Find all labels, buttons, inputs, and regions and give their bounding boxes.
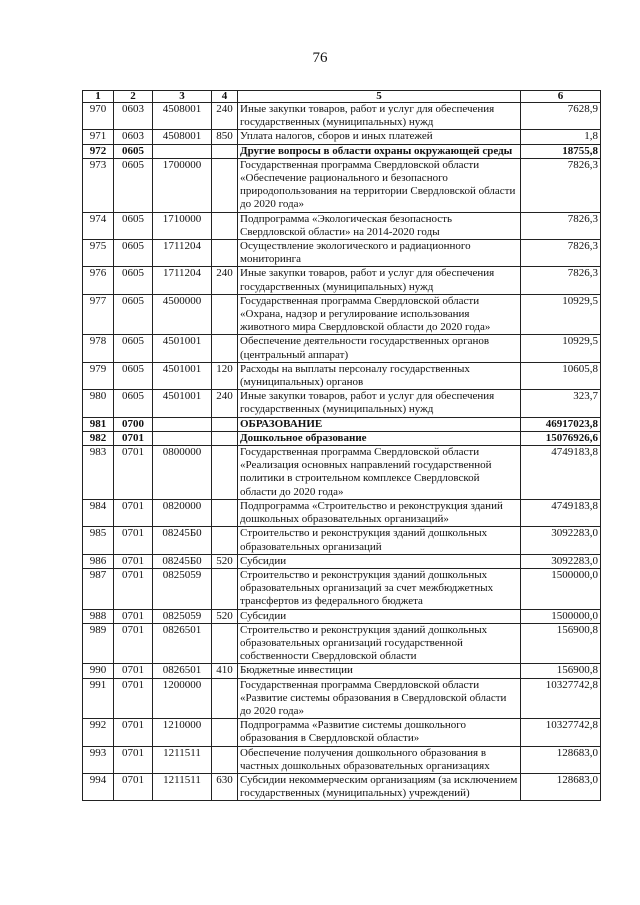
amount: 10605,8 bbox=[521, 362, 601, 389]
table-row bbox=[83, 212, 601, 239]
amount: 323,7 bbox=[521, 390, 601, 417]
target-article-code: 4508001 bbox=[153, 130, 212, 144]
section-code: 0701 bbox=[114, 609, 153, 623]
section-code: 0701 bbox=[114, 527, 153, 554]
expense-name: Иные закупки товаров, работ и услуг для обеспечения государственных (муниципальных) нужд bbox=[238, 103, 521, 130]
budget-table bbox=[82, 90, 601, 801]
target-article-code: 1211511 bbox=[153, 746, 212, 773]
table-row bbox=[83, 664, 601, 678]
target-article-code bbox=[153, 417, 212, 431]
expense-type-code: 240 bbox=[212, 390, 238, 417]
table-row bbox=[83, 431, 601, 445]
section-code: 0701 bbox=[114, 568, 153, 609]
expense-name: Строительство и реконструкция зданий дошкольных образовательных организаций государственной собственности Свердловской области bbox=[238, 623, 521, 664]
row-number: 980 bbox=[83, 390, 114, 417]
expense-type-code: 630 bbox=[212, 773, 238, 800]
expense-type-code bbox=[212, 335, 238, 362]
table-row bbox=[83, 294, 601, 335]
header-col-6: 6 bbox=[521, 91, 601, 103]
row-number: 988 bbox=[83, 609, 114, 623]
amount: 3092283,0 bbox=[521, 554, 601, 568]
expense-type-code bbox=[212, 417, 238, 431]
amount: 128683,0 bbox=[521, 746, 601, 773]
header-col-3: 3 bbox=[153, 91, 212, 103]
table-row bbox=[83, 390, 601, 417]
expense-type-code: 520 bbox=[212, 609, 238, 623]
expense-name: Субсидии bbox=[238, 554, 521, 568]
section-code: 0701 bbox=[114, 554, 153, 568]
target-article-code: 0826501 bbox=[153, 623, 212, 664]
target-article-code: 4501001 bbox=[153, 335, 212, 362]
target-article-code: 4501001 bbox=[153, 362, 212, 389]
expense-type-code bbox=[212, 527, 238, 554]
table-header-row bbox=[83, 91, 601, 103]
section-code: 0701 bbox=[114, 746, 153, 773]
amount: 4749183,8 bbox=[521, 499, 601, 526]
row-number: 978 bbox=[83, 335, 114, 362]
expense-type-code: 410 bbox=[212, 664, 238, 678]
expense-type-code bbox=[212, 158, 238, 212]
expense-name: Государственная программа Свердловской области «Развитие системы образования в Свердловской области до 2020 года» bbox=[238, 678, 521, 719]
header-col-2: 2 bbox=[114, 91, 153, 103]
expense-type-code bbox=[212, 144, 238, 158]
table-row bbox=[83, 240, 601, 267]
table-row bbox=[83, 719, 601, 746]
table-row bbox=[83, 773, 601, 800]
target-article-code: 08245Б0 bbox=[153, 554, 212, 568]
table-row bbox=[83, 335, 601, 362]
target-article-code: 0820000 bbox=[153, 499, 212, 526]
expense-type-code bbox=[212, 746, 238, 773]
expense-type-code bbox=[212, 678, 238, 719]
section-code: 0603 bbox=[114, 130, 153, 144]
amount: 7826,3 bbox=[521, 267, 601, 294]
expense-name: Субсидии bbox=[238, 609, 521, 623]
expense-type-code bbox=[212, 623, 238, 664]
table-row bbox=[83, 267, 601, 294]
target-article-code: 4500000 bbox=[153, 294, 212, 335]
expense-name: Государственная программа Свердловской области «Реализация основных направлений государственной политики в строительном комплексе Свердловской области до 2020 года» bbox=[238, 446, 521, 500]
table-row bbox=[83, 144, 601, 158]
expense-type-code bbox=[212, 431, 238, 445]
table-row bbox=[83, 678, 601, 719]
table-row bbox=[83, 446, 601, 500]
section-code: 0701 bbox=[114, 773, 153, 800]
amount: 10929,5 bbox=[521, 294, 601, 335]
table-row bbox=[83, 103, 601, 130]
header-col-5: 5 bbox=[238, 91, 521, 103]
table-row bbox=[83, 417, 601, 431]
amount: 128683,0 bbox=[521, 773, 601, 800]
section-code: 0605 bbox=[114, 362, 153, 389]
amount: 7826,3 bbox=[521, 240, 601, 267]
section-code: 0701 bbox=[114, 664, 153, 678]
row-number: 987 bbox=[83, 568, 114, 609]
row-number: 975 bbox=[83, 240, 114, 267]
row-number: 970 bbox=[83, 103, 114, 130]
page-number: 76 bbox=[312, 50, 328, 66]
row-number: 986 bbox=[83, 554, 114, 568]
expense-name: Дошкольное образование bbox=[238, 431, 521, 445]
expense-name: Подпрограмма «Строительство и реконструкция зданий дошкольных образовательных организаций» bbox=[238, 499, 521, 526]
expense-type-code: 120 bbox=[212, 362, 238, 389]
section-code: 0701 bbox=[114, 623, 153, 664]
section-code: 0605 bbox=[114, 158, 153, 212]
expense-name: Другие вопросы в области охраны окружающей среды bbox=[238, 144, 521, 158]
section-code: 0603 bbox=[114, 103, 153, 130]
expense-type-code: 240 bbox=[212, 267, 238, 294]
expense-name: Обеспечение деятельности государственных органов (центральный аппарат) bbox=[238, 335, 521, 362]
expense-name: Субсидии некоммерческим организациям (за исключением государственных (муниципальных) учреждений) bbox=[238, 773, 521, 800]
expense-name: Расходы на выплаты персоналу государственных (муниципальных) органов bbox=[238, 362, 521, 389]
amount: 7826,3 bbox=[521, 158, 601, 212]
section-code: 0605 bbox=[114, 267, 153, 294]
row-number: 992 bbox=[83, 719, 114, 746]
target-article-code: 0826501 bbox=[153, 664, 212, 678]
target-article-code: 0825059 bbox=[153, 568, 212, 609]
target-article-code: 4508001 bbox=[153, 103, 212, 130]
expense-name: Обеспечение получения дошкольного образования в частных дошкольных образовательных организациях bbox=[238, 746, 521, 773]
target-article-code: 0825059 bbox=[153, 609, 212, 623]
target-article-code: 4501001 bbox=[153, 390, 212, 417]
table-row bbox=[83, 130, 601, 144]
expense-name: Строительство и реконструкция зданий дошкольных образовательных организаций bbox=[238, 527, 521, 554]
header-col-1: 1 bbox=[83, 91, 114, 103]
row-number: 981 bbox=[83, 417, 114, 431]
target-article-code: 08245Б0 bbox=[153, 527, 212, 554]
section-code: 0605 bbox=[114, 294, 153, 335]
amount: 10929,5 bbox=[521, 335, 601, 362]
row-number: 982 bbox=[83, 431, 114, 445]
target-article-code: 1211511 bbox=[153, 773, 212, 800]
amount: 1500000,0 bbox=[521, 568, 601, 609]
row-number: 991 bbox=[83, 678, 114, 719]
section-code: 0605 bbox=[114, 335, 153, 362]
amount: 46917023,8 bbox=[521, 417, 601, 431]
expense-type-code bbox=[212, 446, 238, 500]
row-number: 983 bbox=[83, 446, 114, 500]
amount: 15076926,6 bbox=[521, 431, 601, 445]
section-code: 0605 bbox=[114, 212, 153, 239]
expense-type-code bbox=[212, 719, 238, 746]
amount: 7628,9 bbox=[521, 103, 601, 130]
row-number: 972 bbox=[83, 144, 114, 158]
target-article-code bbox=[153, 144, 212, 158]
target-article-code bbox=[153, 431, 212, 445]
row-number: 989 bbox=[83, 623, 114, 664]
section-code: 0605 bbox=[114, 390, 153, 417]
amount: 156900,8 bbox=[521, 664, 601, 678]
expense-type-code bbox=[212, 499, 238, 526]
table-row bbox=[83, 623, 601, 664]
amount: 1500000,0 bbox=[521, 609, 601, 623]
table-row bbox=[83, 499, 601, 526]
expense-type-code: 850 bbox=[212, 130, 238, 144]
expense-type-code bbox=[212, 240, 238, 267]
row-number: 984 bbox=[83, 499, 114, 526]
table-row bbox=[83, 746, 601, 773]
expense-type-code: 240 bbox=[212, 103, 238, 130]
row-number: 990 bbox=[83, 664, 114, 678]
amount: 7826,3 bbox=[521, 212, 601, 239]
row-number: 993 bbox=[83, 746, 114, 773]
expense-name: Государственная программа Свердловской области «Охрана, надзор и регулирование использования животного мира Свердловской области до 2020 года» bbox=[238, 294, 521, 335]
table-row bbox=[83, 527, 601, 554]
table-row bbox=[83, 568, 601, 609]
amount: 1,8 bbox=[521, 130, 601, 144]
amount: 10327742,8 bbox=[521, 678, 601, 719]
target-article-code: 1200000 bbox=[153, 678, 212, 719]
expense-name: Бюджетные инвестиции bbox=[238, 664, 521, 678]
expense-name: Иные закупки товаров, работ и услуг для обеспечения государственных (муниципальных) нужд bbox=[238, 267, 521, 294]
expense-name: Строительство и реконструкция зданий дошкольных образовательных организаций за счет межбюджетных трансфертов из федерального бюджета bbox=[238, 568, 521, 609]
row-number: 979 bbox=[83, 362, 114, 389]
amount: 156900,8 bbox=[521, 623, 601, 664]
amount: 3092283,0 bbox=[521, 527, 601, 554]
section-code: 0701 bbox=[114, 499, 153, 526]
row-number: 971 bbox=[83, 130, 114, 144]
table-row bbox=[83, 609, 601, 623]
target-article-code: 1710000 bbox=[153, 212, 212, 239]
row-number: 974 bbox=[83, 212, 114, 239]
row-number: 973 bbox=[83, 158, 114, 212]
target-article-code: 0800000 bbox=[153, 446, 212, 500]
expense-name: Осуществление экологического и радиационного мониторинга bbox=[238, 240, 521, 267]
target-article-code: 1711204 bbox=[153, 267, 212, 294]
expense-name: Государственная программа Свердловской области «Обеспечение рационального и безопасного природопользования на территории Свердловской области до 2020 года» bbox=[238, 158, 521, 212]
expense-name: Подпрограмма «Развитие системы дошкольного образования в Свердловской области» bbox=[238, 719, 521, 746]
table-row bbox=[83, 554, 601, 568]
section-code: 0605 bbox=[114, 144, 153, 158]
row-number: 977 bbox=[83, 294, 114, 335]
expense-name: ОБРАЗОВАНИЕ bbox=[238, 417, 521, 431]
amount: 4749183,8 bbox=[521, 446, 601, 500]
amount: 18755,8 bbox=[521, 144, 601, 158]
row-number: 976 bbox=[83, 267, 114, 294]
row-number: 985 bbox=[83, 527, 114, 554]
section-code: 0605 bbox=[114, 240, 153, 267]
row-number: 994 bbox=[83, 773, 114, 800]
expense-name: Уплата налогов, сборов и иных платежей bbox=[238, 130, 521, 144]
amount: 10327742,8 bbox=[521, 719, 601, 746]
table-row bbox=[83, 158, 601, 212]
expense-type-code bbox=[212, 568, 238, 609]
expense-type-code bbox=[212, 294, 238, 335]
expense-name: Иные закупки товаров, работ и услуг для обеспечения государственных (муниципальных) нужд bbox=[238, 390, 521, 417]
section-code: 0701 bbox=[114, 719, 153, 746]
target-article-code: 1700000 bbox=[153, 158, 212, 212]
expense-type-code: 520 bbox=[212, 554, 238, 568]
section-code: 0701 bbox=[114, 446, 153, 500]
section-code: 0700 bbox=[114, 417, 153, 431]
header-col-4: 4 bbox=[212, 91, 238, 103]
target-article-code: 1210000 bbox=[153, 719, 212, 746]
expense-type-code bbox=[212, 212, 238, 239]
target-article-code: 1711204 bbox=[153, 240, 212, 267]
section-code: 0701 bbox=[114, 431, 153, 445]
section-code: 0701 bbox=[114, 678, 153, 719]
table-row bbox=[83, 362, 601, 389]
expense-name: Подпрограмма «Экологическая безопасность Свердловской области» на 2014-2020 годы bbox=[238, 212, 521, 239]
